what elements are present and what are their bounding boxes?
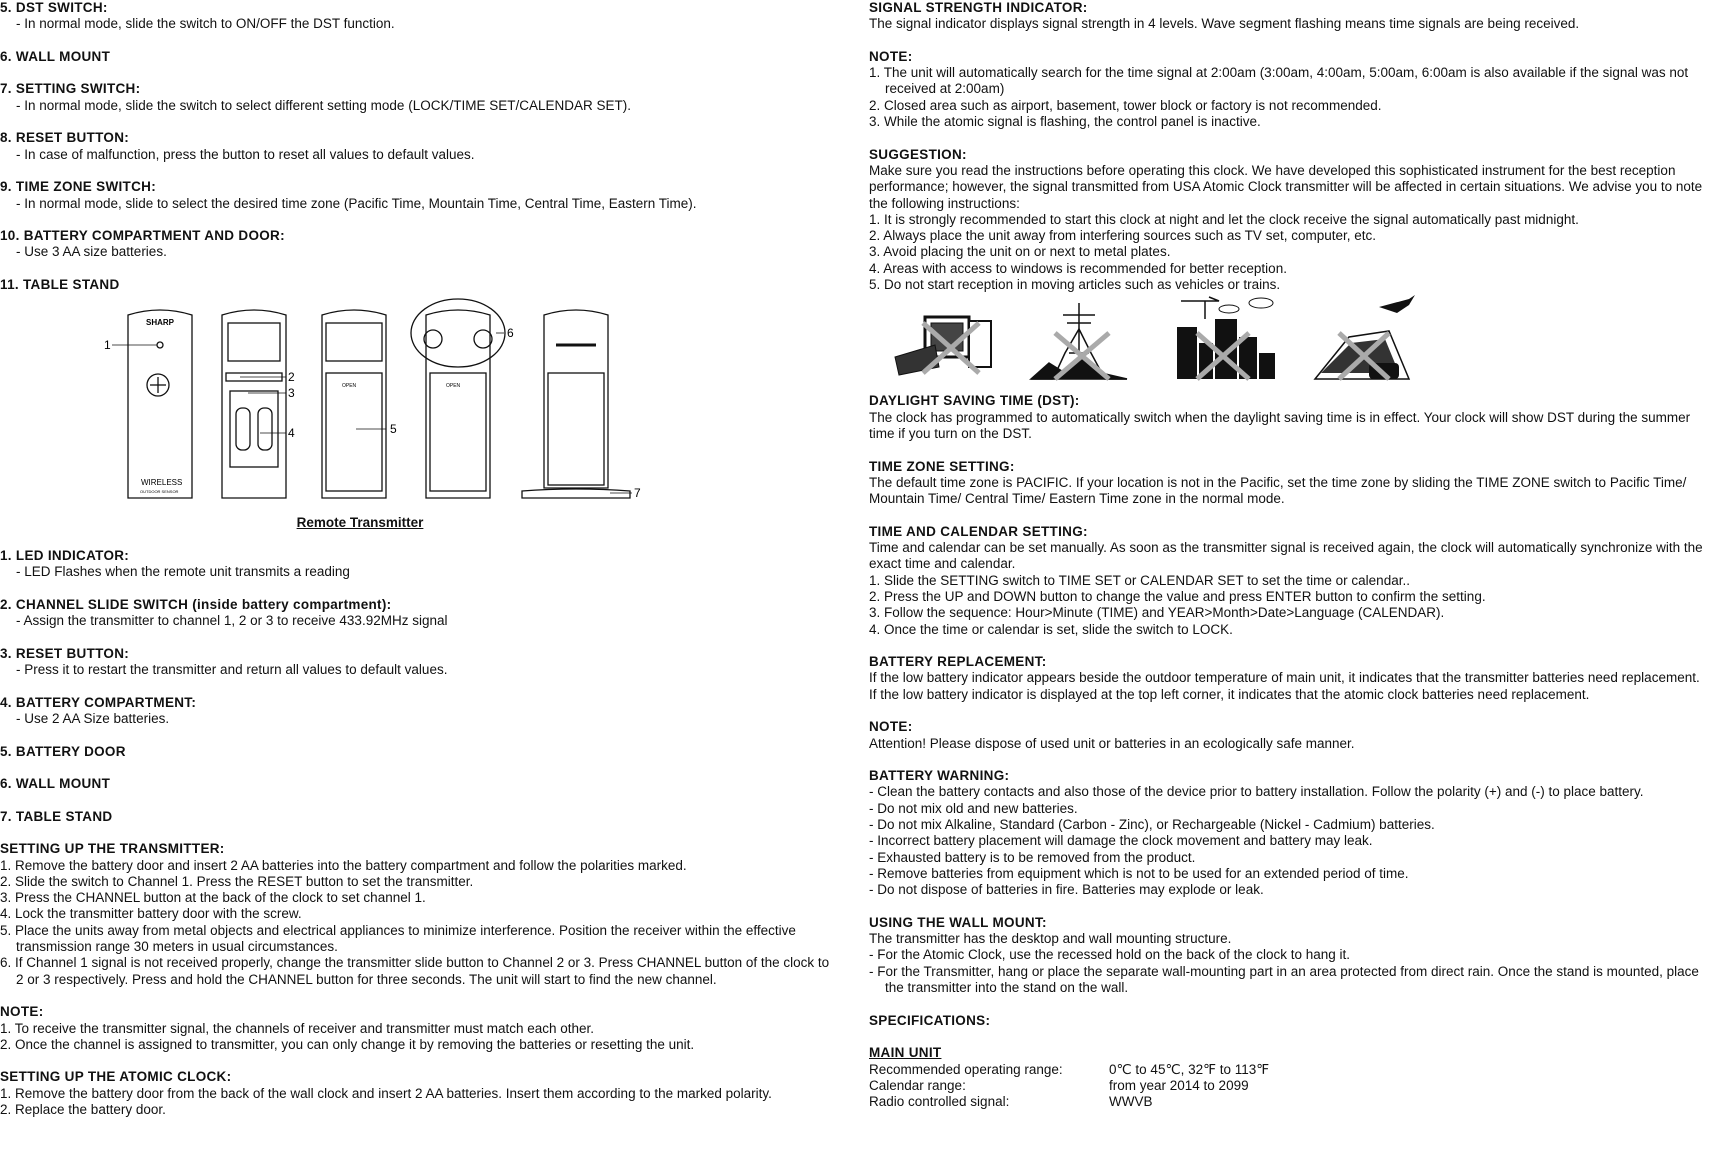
spec-key: Calendar range: [869, 1077, 966, 1093]
tz-title: TIME ZONE SETTING: [869, 458, 1015, 474]
list-item: 3. Press the CHANNEL button at the back of the clock to set channel 1. [0, 890, 426, 906]
interference-icons [869, 293, 1709, 393]
signal-title: SIGNAL STRENGTH INDICATOR: [869, 0, 1088, 15]
list-item: - Remove batteries from equipment which is not to be used for an extended period of time. [869, 865, 1409, 881]
wireless-sub-label: OUTDOOR SENSOR [140, 489, 179, 495]
transmitter-part-text: - Assign the transmitter to channel 1, 2 or 3 to receive 433.92MHz signal [16, 613, 448, 629]
list-item: 6. If Channel 1 signal is not received properly, change the transmitter slide button to Channel 2 or 3. Press CHANNEL button of the clock to 2 or 3 respectively. Press and hold the CHANNEL button for three seconds. The unit will start to find the new channel. [0, 955, 830, 987]
list-item: 1. Remove the battery door from the back of the wall clock and insert 2 AA batteries. Insert them according to the marked polarity. [0, 1085, 772, 1101]
list-item: 5. Do not start reception in moving articles such as vehicles or trains. [869, 277, 1281, 293]
dst-switch-title: 5. DST SWITCH: [0, 0, 108, 15]
list-item: - Exhausted battery is to be removed from the product. [869, 849, 1196, 865]
dst-title: DAYLIGHT SAVING TIME (DST): [869, 393, 1080, 409]
suggestion-list [869, 212, 1709, 293]
right-column [869, 0, 1709, 1110]
remote-transmitter-figure [0, 293, 840, 515]
list-item: 2. Closed area such as airport, basement, tower block or factory is not recommended. [869, 97, 1382, 113]
list-item: 2. Replace the battery door. [0, 1102, 166, 1118]
callout-1: 1 [104, 338, 111, 353]
reset-button-title: 8. RESET BUTTON: [0, 130, 130, 146]
battery-warning-list [869, 784, 1709, 898]
list-item: 1. To receive the transmitter signal, the channels of receiver and transmitter must match each other. [0, 1020, 595, 1036]
setup-transmitter-title: SETTING UP THE TRANSMITTER: [0, 841, 225, 857]
battery-replacement-title: BATTERY REPLACEMENT: [869, 654, 1047, 670]
wireless-label: WIRELESS [141, 478, 183, 488]
spec-value: from year 2014 to 2099 [1109, 1077, 1249, 1093]
callout-5: 5 [390, 422, 397, 437]
suggestion-text: Make sure you read the instructions before operating this clock. We have developed this sophisticated instrument for the best reception performance; however, the signal transmitted from USA Atomic Clock transmitter will be affected in certain situations. We advise you to note the following instructions: [869, 162, 1703, 211]
interference-illustrations [869, 293, 1709, 393]
city-buildings-icon [1177, 297, 1275, 379]
vehicle-plane-icon [1315, 295, 1415, 379]
transmitter-part-title: 3. RESET BUTTON: [0, 645, 130, 661]
left-note-title: NOTE: [0, 1004, 44, 1020]
transmitter-part-text: - LED Flashes when the remote unit transmits a reading [16, 564, 350, 580]
list-item: - Do not dispose of batteries in fire. Batteries may explode or leak. [869, 882, 1264, 898]
list-item: 1. Remove the battery door and insert 2 AA batteries into the battery compartment and follow the polarities marked. [0, 857, 687, 873]
wall-mount-list [869, 947, 1709, 996]
transmitter-part-title: 7. TABLE STAND [0, 808, 113, 824]
list-item: 3. While the atomic signal is flashing, the control panel is inactive. [869, 114, 1261, 130]
wall-mount-title: 6. WALL MOUNT [0, 48, 111, 64]
spec-row [869, 1062, 1709, 1078]
transmitter-part-title: 2. CHANNEL SLIDE SWITCH (inside battery compartment): [0, 596, 392, 612]
list-item: 4. Once the time or calendar is set, slide the switch to LOCK. [869, 621, 1233, 637]
list-item: 3. Avoid placing the unit on or next to metal plates. [869, 244, 1171, 260]
list-item: - Do not mix old and new batteries. [869, 800, 1078, 816]
tcs-text: Time and calendar can be set manually. As soon as the transmitter signal is received again, the clock will automatically synchronize with the exact time and calendar. [869, 540, 1703, 572]
battery-door-text: - Use 3 AA size batteries. [16, 244, 167, 260]
battery-replacement-text: If the low battery indicator appears beside the outdoor temperature of main unit, it indicates that the transmitter batteries need replacement. If the low battery indicator is displayed at the top left corner, it indicates that the atomic clock batteries need replacement. [869, 670, 1700, 702]
list-item: 2. Once the channel is assigned to transmitter, you can only change it by removing the batteries or resetting the unit. [0, 1036, 695, 1052]
list-item: 2. Always place the unit away from interfering sources such as TV set, computer, etc. [869, 228, 1376, 244]
note1-title: NOTE: [869, 48, 913, 64]
reset-button-text: - In case of malfunction, press the button to reset all values to default values. [16, 146, 475, 162]
note2-title: NOTE: [869, 719, 913, 735]
open-label-2: OPEN [446, 383, 461, 390]
transmitter-part-title: 5. BATTERY DOOR [0, 743, 126, 759]
tcs-title: TIME AND CALENDAR SETTING: [869, 523, 1088, 539]
signal-text: The signal indicator displays signal strength in 4 levels. Wave segment flashing means time signals are being received. [869, 16, 1580, 32]
spec-row [869, 1078, 1709, 1094]
spec-value: 0℃ to 45℃, 32℉ to 113℉ [1109, 1061, 1270, 1077]
transmitter-part-title: 4. BATTERY COMPARTMENT: [0, 694, 197, 710]
main-unit-heading: MAIN UNIT [869, 1045, 942, 1061]
spec-key: Radio controlled signal: [869, 1094, 1010, 1110]
list-item: 1. It is strongly recommended to start this clock at night and let the clock receive the signal automatically past midnight. [869, 211, 1579, 227]
note1-list [869, 65, 1709, 130]
tz-text: The default time zone is PACIFIC. If your location is not in the Pacific, set the time zone by sliding the TIME ZONE switch to Pacific Time/ Mountain Time/ Central Time/ Eastern Time zone in the normal mode. [869, 474, 1687, 507]
transmitter-part-text: - Press it to restart the transmitter and return all values to default values. [16, 662, 448, 678]
battery-door-title: 10. BATTERY COMPARTMENT AND DOOR: [0, 228, 285, 244]
transmitter-mount-outline [426, 310, 490, 498]
list-item: - For the Atomic Clock, use the recessed hold on the back of the clock to hang it. [869, 947, 1351, 963]
wall-mount-shape [411, 299, 505, 367]
tcs-list [869, 573, 1709, 638]
transmitter-part-title: 1. LED INDICATOR: [0, 547, 130, 563]
transmitter-back-outline [322, 310, 386, 498]
time-zone-switch-title: 9. TIME ZONE SWITCH: [0, 179, 156, 195]
transmitter-part-title: 6. WALL MOUNT [0, 776, 111, 792]
wall-mount-usage-title: USING THE WALL MOUNT: [869, 914, 1047, 930]
battery-warning-title: BATTERY WARNING: [869, 768, 1010, 784]
power-tower-icon [1031, 303, 1127, 379]
list-item: 2. Slide the switch to Channel 1. Press the RESET button to set the transmitter. [0, 873, 474, 889]
table-stand-title: 11. TABLE STAND [0, 277, 120, 293]
list-item: 1. The unit will automatically search for the time signal at 2:00am (3:00am, 4:00am, 5:00am, 6:00am is also available if the signal was not received at 2:00am) [869, 65, 1689, 97]
left-column [0, 0, 840, 1118]
transmitter-open-outline [222, 310, 286, 498]
list-item: - Incorrect battery placement will damage the clock movement and battery may leak. [869, 833, 1373, 849]
setup-clock-title: SETTING UP THE ATOMIC CLOCK: [0, 1069, 232, 1085]
transmitter-part-text: - Use 2 AA Size batteries. [16, 710, 170, 726]
setting-switch-text: - In normal mode, slide the switch to select different setting mode (LOCK/TIME SET/CALENDAR SET). [16, 97, 631, 113]
tv-computer-icon [895, 317, 991, 375]
setup-clock-list [0, 1086, 840, 1119]
transmitter-stand-outline [544, 310, 608, 488]
transmitter-diagram [0, 293, 840, 515]
spec-key: Recommended operating range: [869, 1061, 1063, 1077]
spec-value: WWVB [1109, 1094, 1153, 1110]
wall-mount-usage-text: The transmitter has the desktop and wall mounting structure. [869, 931, 1232, 947]
callout-6: 6 [507, 326, 514, 341]
brand-label: SHARP [146, 318, 175, 328]
list-item: - Do not mix Alkaline, Standard (Carbon - Zinc), or Rechargeable (Nickel - Cadmium) batteries. [869, 817, 1435, 833]
spec-row [869, 1094, 1709, 1110]
dst-switch-text: - In normal mode, slide the switch to ON/OFF the DST function. [16, 16, 395, 32]
left-note-list [0, 1021, 840, 1054]
callout-4: 4 [288, 426, 295, 441]
list-item: 5. Place the units away from metal objects and electrical appliances to minimize interference. Position the receiver within the effective transmission range 30 meters in usual circumstances. [0, 922, 796, 955]
suggestion-title: SUGGESTION: [869, 146, 967, 162]
list-item: - For the Transmitter, hang or place the separate wall-mounting part in an area protected from direct rain. Once the stand is mounted, place the transmitter into the stand on the wall. [869, 963, 1699, 996]
transmitter-front-outline [128, 310, 192, 498]
list-item: 1. Slide the SETTING switch to TIME SET or CALENDAR SET to set the time or calendar.. [869, 572, 1410, 588]
specs-title: SPECIFICATIONS: [869, 1012, 991, 1028]
callout-3: 3 [288, 386, 295, 401]
list-item: 4. Areas with access to windows is recommended for better reception. [869, 260, 1287, 276]
note2-text: Attention! Please dispose of used unit or batteries in an ecologically safe manner. [869, 735, 1355, 751]
list-item: - Clean the battery contacts and also those of the device prior to battery installation. Follow the polarity (+) and (-) to place battery. [869, 784, 1644, 800]
list-item: 3. Follow the sequence: Hour>Minute (TIME) and YEAR>Month>Date>Language (CALENDAR). [869, 605, 1445, 621]
open-label-1: OPEN [342, 383, 357, 390]
table-stand-shape [522, 489, 630, 498]
callout-2: 2 [288, 370, 295, 385]
callout-7: 7 [634, 486, 641, 501]
dst-text: The clock has programmed to automatically switch when the daylight saving time is in effect. Your clock will show DST during the summer time if you turn on the DST. [869, 409, 1691, 441]
time-zone-switch-text: - In normal mode, slide to select the desired time zone (Pacific Time, Mountain Time, Central Time, Eastern Time). [16, 195, 697, 211]
transmitter-parts-list [0, 548, 840, 841]
figure-caption: Remote Transmitter [296, 515, 424, 531]
list-item: 4. Lock the transmitter battery door with the screw. [0, 906, 302, 922]
setup-transmitter-list [0, 858, 840, 988]
led-indicator-shape [157, 342, 163, 348]
setting-switch-title: 7. SETTING SWITCH: [0, 81, 141, 97]
list-item: 2. Press the UP and DOWN button to change the value and press ENTER button to confirm the setting. [869, 588, 1486, 604]
spec-table [869, 1062, 1709, 1111]
